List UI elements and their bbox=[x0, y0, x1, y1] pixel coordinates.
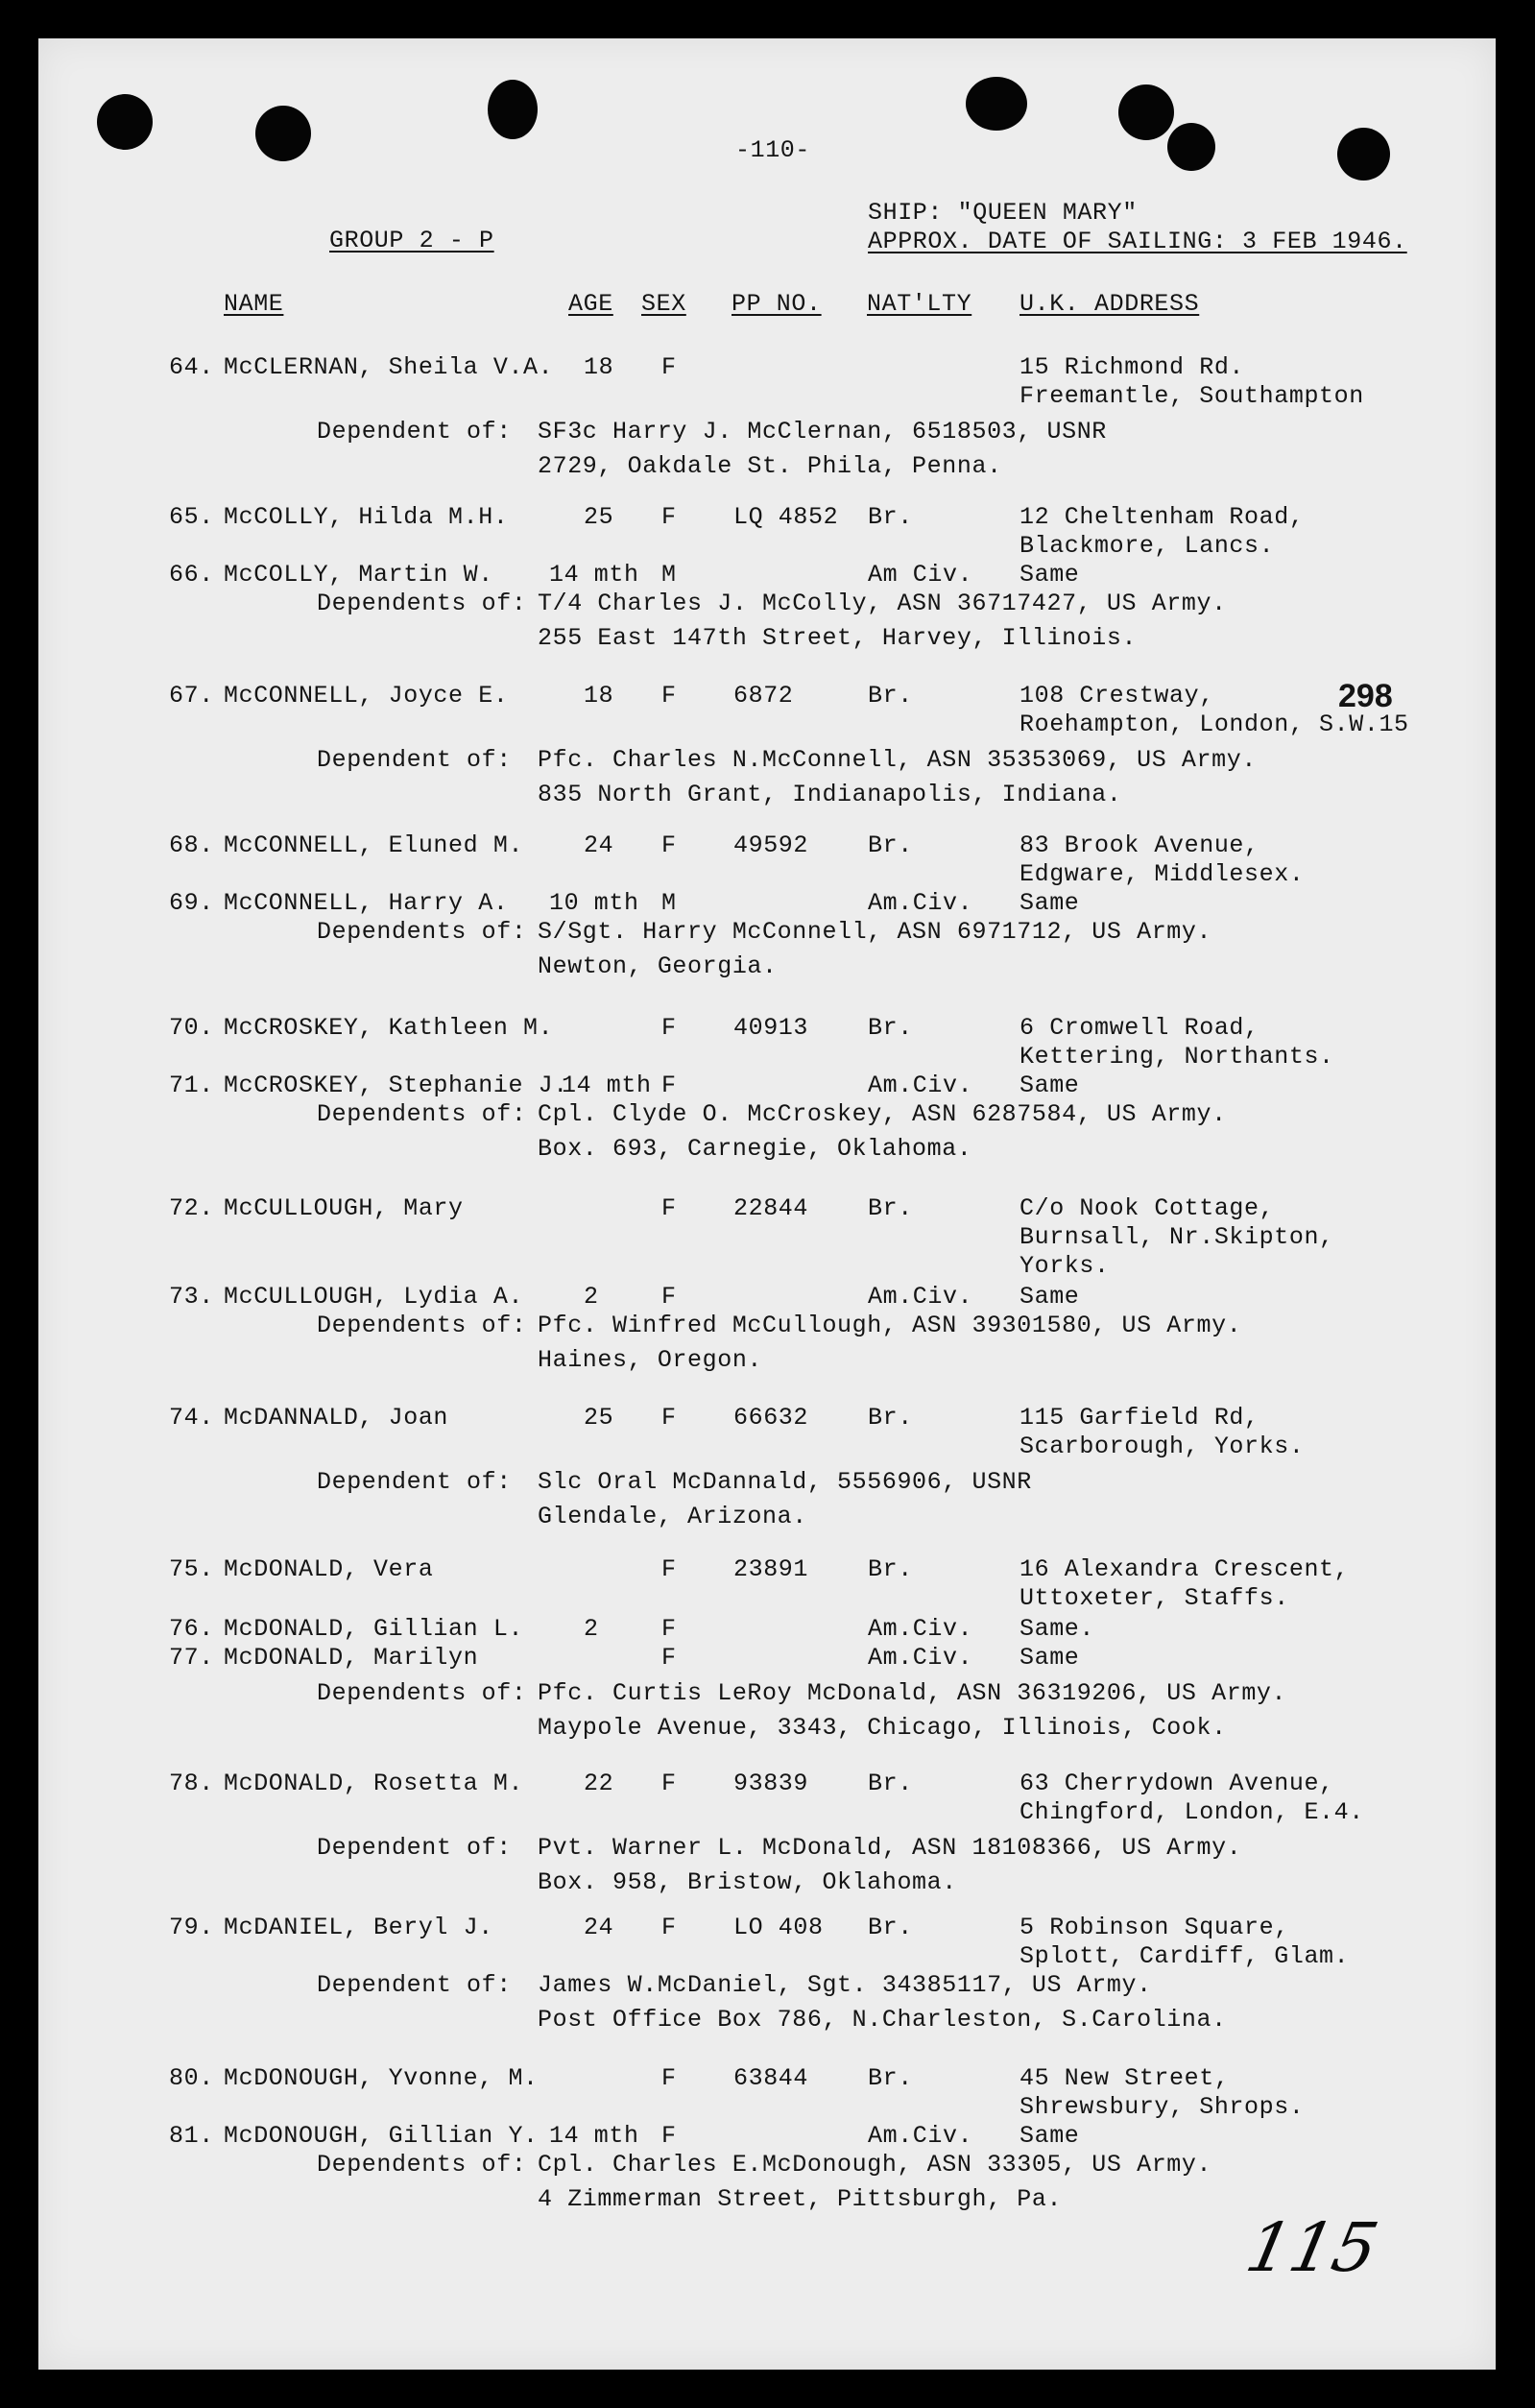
passenger-name: McCONNELL, Harry A. bbox=[224, 889, 509, 917]
uk-address-line: 15 Richmond Rd. bbox=[1019, 353, 1245, 381]
passport-number: 66632 bbox=[733, 1404, 809, 1432]
uk-address-line: 115 Garfield Rd, bbox=[1019, 1404, 1259, 1432]
sponsor-details: Cpl. Charles E.McDonough, ASN 33305, US Army. bbox=[538, 2151, 1212, 2179]
passenger-name: McCONNELL, Joyce E. bbox=[224, 682, 509, 710]
col-header-name: NAME bbox=[224, 290, 284, 318]
passenger-name: McCONNELL, Eluned M. bbox=[224, 831, 524, 859]
nationality: Am.Civ. bbox=[868, 1072, 973, 1099]
passenger-name: McCOLLY, Martin W. bbox=[224, 561, 493, 589]
dependent-of-label: Dependent of: bbox=[317, 418, 512, 445]
entry-number: 65. bbox=[169, 503, 214, 531]
nationality: Br. bbox=[868, 1194, 913, 1222]
passport-number: 40913 bbox=[733, 1014, 809, 1042]
passenger-sex: F bbox=[661, 2122, 677, 2150]
group-label: GROUP 2 - P bbox=[329, 227, 494, 254]
nationality: Br. bbox=[868, 1770, 913, 1797]
nationality: Am Civ. bbox=[868, 561, 973, 589]
nationality: Am.Civ. bbox=[868, 1283, 973, 1311]
uk-address-line: Freemantle, Southampton bbox=[1019, 382, 1364, 410]
sponsor-address: 835 North Grant, Indianapolis, Indiana. bbox=[538, 781, 1122, 808]
uk-address-line: Same bbox=[1019, 889, 1080, 917]
sponsor-details: Pfc. Winfred McCullough, ASN 39301580, US Army. bbox=[538, 1312, 1242, 1339]
uk-address-line: Shrewsbury, Shrops. bbox=[1019, 2093, 1305, 2121]
col-header-uk-address: U.K. ADDRESS bbox=[1019, 290, 1200, 318]
passenger-age: 25 bbox=[584, 1404, 614, 1432]
nationality: Br. bbox=[868, 1914, 913, 1941]
passenger-age: 2 bbox=[584, 1283, 599, 1311]
uk-address-line: Splott, Cardiff, Glam. bbox=[1019, 1942, 1350, 1970]
sponsor-address: 4 Zimmerman Street, Pittsburgh, Pa. bbox=[538, 2185, 1063, 2213]
entry-number: 77. bbox=[169, 1644, 214, 1672]
dependent-of-label: Dependents of: bbox=[317, 2151, 527, 2179]
uk-address-line: 63 Cherrydown Avenue, bbox=[1019, 1770, 1334, 1797]
passenger-name: McCLERNAN, Sheila V.A. bbox=[224, 353, 554, 381]
uk-address-line: Scarborough, Yorks. bbox=[1019, 1433, 1305, 1460]
passport-number: 63844 bbox=[733, 2064, 809, 2092]
passport-number: LO 408 bbox=[733, 1914, 824, 1941]
uk-address-line: Edgware, Middlesex. bbox=[1019, 860, 1305, 888]
uk-address-line: 6 Cromwell Road, bbox=[1019, 1014, 1259, 1042]
passenger-sex: F bbox=[661, 2064, 677, 2092]
dependent-of-label: Dependents of: bbox=[317, 590, 527, 617]
passenger-age: 22 bbox=[584, 1770, 614, 1797]
uk-address-line: Same bbox=[1019, 1283, 1080, 1311]
col-header-sex: SEX bbox=[641, 290, 686, 318]
entry-number: 68. bbox=[169, 831, 214, 859]
entry-number: 81. bbox=[169, 2122, 214, 2150]
uk-address-line: Burnsall, Nr.Skipton, bbox=[1019, 1223, 1334, 1251]
dependent-of-label: Dependent of: bbox=[317, 1971, 512, 1999]
dependent-of-label: Dependent of: bbox=[317, 746, 512, 774]
sponsor-address: Post Office Box 786, N.Charleston, S.Carolina. bbox=[538, 2006, 1227, 2034]
sponsor-details: Pfc. Curtis LeRoy McDonald, ASN 36319206, US Army. bbox=[538, 1679, 1287, 1707]
passenger-age: 14 mth bbox=[549, 561, 639, 589]
passenger-sex: F bbox=[661, 503, 677, 531]
nationality: Br. bbox=[868, 503, 913, 531]
sponsor-details: Cpl. Clyde O. McCroskey, ASN 6287584, US Army. bbox=[538, 1100, 1227, 1128]
passenger-name: McDONOUGH, Gillian Y. bbox=[224, 2122, 539, 2150]
col-header-natlty: NAT'LTY bbox=[867, 290, 972, 318]
sponsor-address: Newton, Georgia. bbox=[538, 952, 778, 980]
passenger-name: McCULLOUGH, Mary bbox=[224, 1194, 464, 1222]
passenger-age: 18 bbox=[584, 353, 614, 381]
uk-address-line: Roehampton, London, S.W.15 bbox=[1019, 710, 1409, 738]
passenger-age: 24 bbox=[584, 831, 614, 859]
sponsor-details: SF3c Harry J. McClernan, 6518503, USNR bbox=[538, 418, 1107, 445]
passenger-age: 18 bbox=[584, 682, 614, 710]
sponsor-address: 255 East 147th Street, Harvey, Illinois. bbox=[538, 624, 1138, 652]
entry-number: 72. bbox=[169, 1194, 214, 1222]
passenger-sex: F bbox=[661, 831, 677, 859]
sponsor-address: 2729, Oakdale St. Phila, Penna. bbox=[538, 452, 1002, 480]
passenger-sex: F bbox=[661, 1555, 677, 1583]
entry-number: 70. bbox=[169, 1014, 214, 1042]
passenger-age: 10 mth bbox=[549, 889, 639, 917]
passenger-name: McCOLLY, Hilda M.H. bbox=[224, 503, 509, 531]
passenger-sex: M bbox=[661, 889, 677, 917]
uk-address-line: Blackmore, Lancs. bbox=[1019, 532, 1275, 560]
passenger-name: McDONOUGH, Yvonne, M. bbox=[224, 2064, 539, 2092]
uk-address-line: 108 Crestway, bbox=[1019, 682, 1214, 710]
passenger-name: McDONALD, Marilyn bbox=[224, 1644, 479, 1672]
nationality: Br. bbox=[868, 1555, 913, 1583]
uk-address-line: 45 New Street, bbox=[1019, 2064, 1230, 2092]
passenger-age: 14 mth bbox=[562, 1072, 652, 1099]
passenger-sex: M bbox=[661, 561, 677, 589]
sponsor-details: Pvt. Warner L. McDonald, ASN 18108366, US Army. bbox=[538, 1834, 1242, 1862]
passenger-sex: F bbox=[661, 353, 677, 381]
passenger-sex: F bbox=[661, 1014, 677, 1042]
nationality: Am.Civ. bbox=[868, 2122, 973, 2150]
dependent-of-label: Dependent of: bbox=[317, 1834, 512, 1862]
passenger-age: 24 bbox=[584, 1914, 614, 1941]
passenger-sex: F bbox=[661, 1615, 677, 1643]
sponsor-details: Pfc. Charles N.McConnell, ASN 35353069, US Army. bbox=[538, 746, 1257, 774]
page-marker: -110- bbox=[735, 136, 811, 164]
uk-address-line: 5 Robinson Square, bbox=[1019, 1914, 1289, 1941]
passport-number: 6872 bbox=[733, 682, 794, 710]
col-header-pp-no: PP NO. bbox=[732, 290, 822, 318]
entry-number: 71. bbox=[169, 1072, 214, 1099]
passenger-name: McCULLOUGH, Lydia A. bbox=[224, 1283, 524, 1311]
passport-number: 23891 bbox=[733, 1555, 809, 1583]
entry-number: 78. bbox=[169, 1770, 214, 1797]
uk-address-line: Kettering, Northants. bbox=[1019, 1043, 1334, 1071]
entry-number: 67. bbox=[169, 682, 214, 710]
uk-address-line: Same. bbox=[1019, 1615, 1095, 1643]
passenger-name: McDONALD, Rosetta M. bbox=[224, 1770, 524, 1797]
nationality: Br. bbox=[868, 682, 913, 710]
passenger-age: 2 bbox=[584, 1615, 599, 1643]
uk-address-line: Chingford, London, E.4. bbox=[1019, 1798, 1364, 1826]
stamped-page-number: 298 bbox=[1338, 678, 1393, 714]
passenger-sex: F bbox=[661, 1194, 677, 1222]
uk-address-line: Same bbox=[1019, 1072, 1080, 1099]
punch-hole bbox=[1118, 84, 1174, 140]
sponsor-details: S/Sgt. Harry McConnell, ASN 6971712, US Army. bbox=[538, 918, 1212, 946]
entry-number: 80. bbox=[169, 2064, 214, 2092]
uk-address-line: Uttoxeter, Staffs. bbox=[1019, 1584, 1289, 1612]
nationality: Br. bbox=[868, 1404, 913, 1432]
entry-number: 73. bbox=[169, 1283, 214, 1311]
punch-hole bbox=[255, 106, 311, 161]
entry-number: 69. bbox=[169, 889, 214, 917]
sponsor-details: James W.McDaniel, Sgt. 34385117, US Army. bbox=[538, 1971, 1152, 1999]
passenger-age: 25 bbox=[584, 503, 614, 531]
nationality: Am.Civ. bbox=[868, 1615, 973, 1643]
uk-address-line: 16 Alexandra Crescent, bbox=[1019, 1555, 1350, 1583]
uk-address-line: Same bbox=[1019, 561, 1080, 589]
dependent-of-label: Dependent of: bbox=[317, 1468, 512, 1496]
uk-address-line: C/o Nook Cottage, bbox=[1019, 1194, 1275, 1222]
sponsor-details: Slc Oral McDannald, 5556906, USNR bbox=[538, 1468, 1032, 1496]
passenger-name: McCROSKEY, Kathleen M. bbox=[224, 1014, 554, 1042]
passenger-name: McDANIEL, Beryl J. bbox=[224, 1914, 493, 1941]
dependent-of-label: Dependents of: bbox=[317, 918, 527, 946]
dependent-of-label: Dependents of: bbox=[317, 1679, 527, 1707]
passenger-sex: F bbox=[661, 1770, 677, 1797]
uk-address-line: Same bbox=[1019, 1644, 1080, 1672]
passenger-sex: F bbox=[661, 1283, 677, 1311]
passport-number: 93839 bbox=[733, 1770, 809, 1797]
passenger-sex: F bbox=[661, 1072, 677, 1099]
entry-number: 64. bbox=[169, 353, 214, 381]
nationality: Br. bbox=[868, 831, 913, 859]
passenger-name: McDANNALD, Joan bbox=[224, 1404, 449, 1432]
passenger-name: McCROSKEY, Stephanie J. bbox=[224, 1072, 568, 1099]
col-header-age: AGE bbox=[568, 290, 613, 318]
entry-number: 79. bbox=[169, 1914, 214, 1941]
dependent-of-label: Dependents of: bbox=[317, 1312, 527, 1339]
passenger-sex: F bbox=[661, 1404, 677, 1432]
uk-address-line: 12 Cheltenham Road, bbox=[1019, 503, 1305, 531]
ship-line: SHIP: "QUEEN MARY" bbox=[868, 199, 1138, 227]
sponsor-address: Maypole Avenue, 3343, Chicago, Illinois, Cook. bbox=[538, 1714, 1227, 1742]
passenger-sex: F bbox=[661, 1914, 677, 1941]
nationality: Br. bbox=[868, 1014, 913, 1042]
passenger-name: McDONALD, Vera bbox=[224, 1555, 434, 1583]
uk-address-line: 83 Brook Avenue, bbox=[1019, 831, 1259, 859]
nationality: Br. bbox=[868, 2064, 913, 2092]
punch-hole bbox=[1337, 128, 1390, 181]
punch-hole bbox=[1167, 123, 1215, 171]
passenger-age: 14 mth bbox=[549, 2122, 639, 2150]
punch-hole bbox=[488, 80, 538, 139]
nationality: Am.Civ. bbox=[868, 1644, 973, 1672]
passenger-name: McDONALD, Gillian L. bbox=[224, 1615, 524, 1643]
punch-hole bbox=[97, 94, 153, 150]
passenger-sex: F bbox=[661, 1644, 677, 1672]
handwritten-folio-number: 115 bbox=[1239, 2208, 1385, 2287]
sponsor-address: Box. 693, Carnegie, Oklahoma. bbox=[538, 1135, 972, 1163]
uk-address-line: Same bbox=[1019, 2122, 1080, 2150]
passport-number: LQ 4852 bbox=[733, 503, 839, 531]
entry-number: 66. bbox=[169, 561, 214, 589]
entry-number: 75. bbox=[169, 1555, 214, 1583]
dependent-of-label: Dependents of: bbox=[317, 1100, 527, 1128]
nationality: Am.Civ. bbox=[868, 889, 973, 917]
punch-hole bbox=[966, 77, 1027, 131]
entry-number: 76. bbox=[169, 1615, 214, 1643]
passenger-sex: F bbox=[661, 682, 677, 710]
sponsor-address: Box. 958, Bristow, Oklahoma. bbox=[538, 1868, 957, 1896]
sailing-date-line: APPROX. DATE OF SAILING: 3 FEB 1946. bbox=[868, 228, 1407, 255]
sponsor-address: Haines, Oregon. bbox=[538, 1346, 763, 1374]
entry-number: 74. bbox=[169, 1404, 214, 1432]
uk-address-line: Yorks. bbox=[1019, 1252, 1110, 1280]
sponsor-address: Glendale, Arizona. bbox=[538, 1503, 807, 1530]
passport-number: 49592 bbox=[733, 831, 809, 859]
sponsor-details: T/4 Charles J. McColly, ASN 36717427, US Army. bbox=[538, 590, 1227, 617]
passport-number: 22844 bbox=[733, 1194, 809, 1222]
